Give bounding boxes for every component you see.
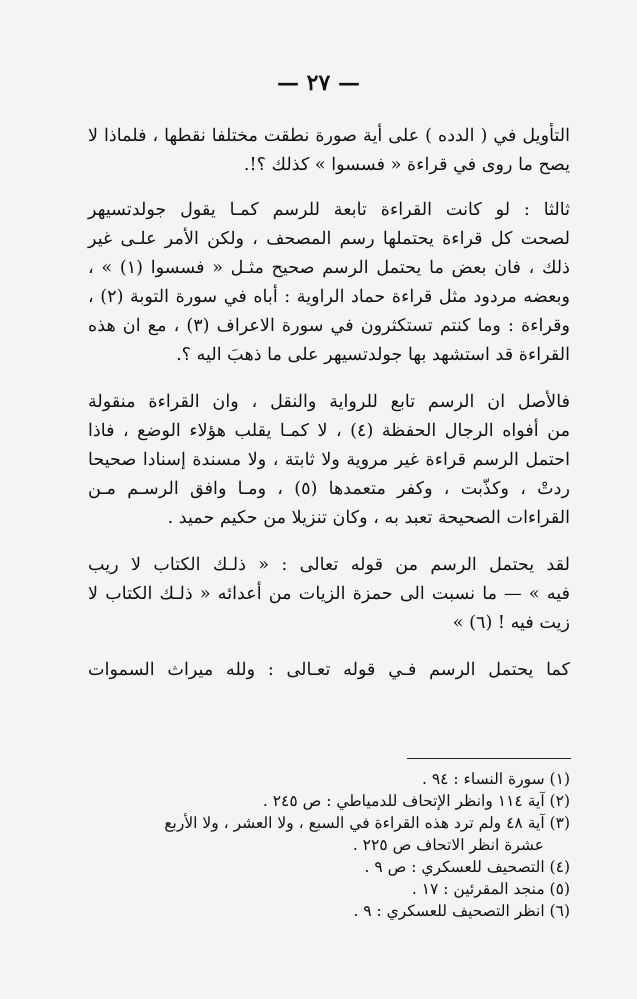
paragraph-4 <box>88 551 570 638</box>
text-line: ذلك ، فان بعض ما يحتمل الرسم صحيح مثـل « فسسوا (١) » ، <box>88 258 570 278</box>
footnote: (٥) منجد المقرئين : ١٧ . <box>411 880 570 898</box>
text-line: لصحت كل قراءة يحتملها رسم المصحف ، ولكن الأمر علـى غير <box>88 229 570 249</box>
text-line: فالأصل ان الرسم تابع للرواية والنقل ، وان القراءة منقولة <box>88 392 570 412</box>
footnote-separator <box>407 758 571 759</box>
text-line: زيت فيه ! (٦) » <box>452 613 570 633</box>
text-line: ثالثا : لو كانت القراءة تابعة للرسم كمـا يقول جولدتسيهر <box>88 200 570 220</box>
page-number: — ٢٧ — <box>277 70 360 96</box>
paragraph-1 <box>88 122 570 180</box>
footnote: (١) سورة النساء : ٩٤ . <box>421 770 570 788</box>
text-line: وبعضه مردود مثل قراءة حماد الراوية : أباه في سورة التوبة (٢) ، <box>88 287 570 307</box>
footnotes <box>80 768 570 922</box>
paragraph-3 <box>88 388 570 533</box>
text-line: كما يحتمل الرسم فـي قوله تعـالى : ولله ميراث السموات <box>88 660 570 680</box>
text-line: التأويل في ( الدده ) على أية صورة نطقت مختلفا نقطها ، فلماذا لا <box>88 126 570 146</box>
footnote: (٤) التصحيف للعسكري : ص ٩ . <box>364 858 570 876</box>
paragraph-5 <box>88 656 570 685</box>
footnote-continuation: عشرة انظر الاتحاف ص ٢٢٥ . <box>352 836 544 854</box>
text-line: فيه » — ما نسبت الى حمزة الزيات من أعدائه « ذلـك الكتاب لا <box>88 584 570 604</box>
main-text <box>88 122 570 703</box>
text-line: ردتْ ، وكذّبت ، وكفر متعمدها (٥) ، ومـا وافق الرسـم مـن <box>88 479 570 499</box>
text-line: وقراءة : وما كنتم تستكثرون في سورة الاعراف (٣) ، مع ان هذه <box>88 316 570 336</box>
text-line: القراءة قد استشهد بها جولدتسيهر على ما ذهبَ اليه ؟. <box>176 345 570 365</box>
paragraph-2 <box>88 196 570 370</box>
footnote: (٢) آية ١١٤ وانظر الإتحاف للدمياطي : ص ٢٤٥ . <box>262 792 570 810</box>
text-line: احتمل الرسم قراءة غير مروية ولا ثابتة ، ولا مسندة إسنادا صحيحا <box>88 450 570 470</box>
text-line: من أفواه الرجال الحفظة (٤) ، لا كمـا يقلب هؤلاء الوضع ، فاذا <box>88 421 571 441</box>
text-line: يصح ما روى في قراءة « فسسوا » كذلك ؟!. <box>243 155 570 175</box>
footnote: (٣) آية ٤٨ ولم ترد هذه القراءة في السبع ، ولا العشر ، ولا الأربع <box>164 814 570 832</box>
text-line: القراءات الصحيحة تعبد به ، وكان تنزيلا من حكيم حميد . <box>167 508 570 528</box>
footnote: (٦) انظر التصحيف للعسكري : ٩ . <box>353 902 570 920</box>
text-line: لقد يحتمل الرسم من قوله تعالى : « ذلـك الكتاب لا ريب <box>88 555 570 575</box>
